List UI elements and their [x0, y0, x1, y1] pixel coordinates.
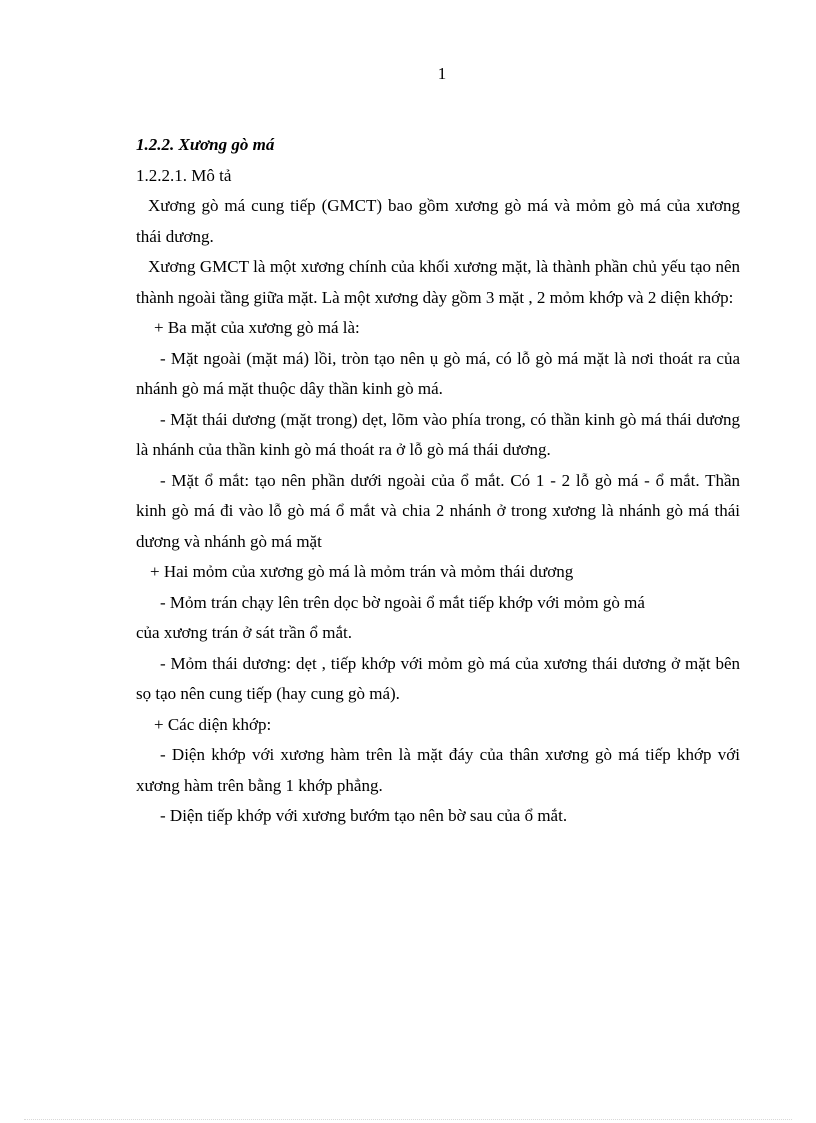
list-item-maxillary-surface: - Diện khớp với xương hàm trên là mặt đáy của thân xương gò má tiếp khớp với xương hàm trên bằng 1 khớp phẳng.: [136, 745, 740, 795]
list-heading-articular-surfaces: + Các diện khớp:: [154, 714, 272, 734]
section-heading: 1.2.2. Xương gò má: [136, 135, 275, 154]
paragraph-intro: Xương gò má cung tiếp (GMCT) bao gồm xương gò má và mỏm gò má của xương thái dương.: [136, 196, 740, 246]
paragraph-overview: Xương GMCT là một xương chính của khối xương mặt, là thành phần chủ yếu tạo nên thành ngoài tầng giữa mặt. Là một xương dày gồm 3 mặt , 2 mỏm khớp và 2 diện khớp:: [136, 257, 740, 307]
list-item-outer-face: - Mặt ngoài (mặt má) lồi, tròn tạo nên ụ gò má, có lỗ gò má mặt là nơi thoát ra của nhánh gò má mặt thuộc dây thần kinh gò má.: [136, 348, 740, 398]
list-item-frontal-process: - Mỏm trán chạy lên trên dọc bờ ngoài ổ mắt tiếp khớp với mỏm gò má: [160, 592, 645, 612]
page-bottom-rule: [24, 1119, 792, 1120]
list-item-orbital-face: - Mặt ổ mắt: tạo nên phần dưới ngoài của ổ mắt. Có 1 - 2 lỗ gò má - ổ mắt. Thần kinh gò má đi vào lỗ gò má ổ mắt và chia 2 nhánh ở trong xương là nhánh gò má thái dương và nhánh gò má mặt: [136, 470, 740, 551]
page-number: 1: [437, 64, 447, 83]
list-heading-faces: + Ba mặt của xương gò má là:: [154, 318, 360, 337]
list-item-frontal-process-cont: của xương trán ở sát trần ổ mắt.: [136, 623, 353, 642]
section-subheading: 1.2.2.1. Mô tả: [136, 165, 232, 185]
document-body: [136, 130, 740, 832]
list-item-temporal-process: - Mỏm thái dương: dẹt , tiếp khớp với mỏm gò má của xương thái dương ở mặt bên sọ tạo nên cung tiếp (hay cung gò má).: [136, 653, 740, 703]
list-item-temporal-face: - Mặt thái dương (mặt trong) dẹt, lõm vào phía trong, có thần kinh gò má thái dương là nhánh của thần kinh gò má thoát ra ở lỗ gò má thái dương.: [136, 409, 740, 459]
list-item-sphenoid-surface: - Diện tiếp khớp với xương bướm tạo nên bờ sau của ổ mắt.: [160, 806, 568, 825]
list-heading-processes: + Hai mỏm của xương gò má là mỏm trán và mỏm thái dương: [150, 562, 574, 581]
